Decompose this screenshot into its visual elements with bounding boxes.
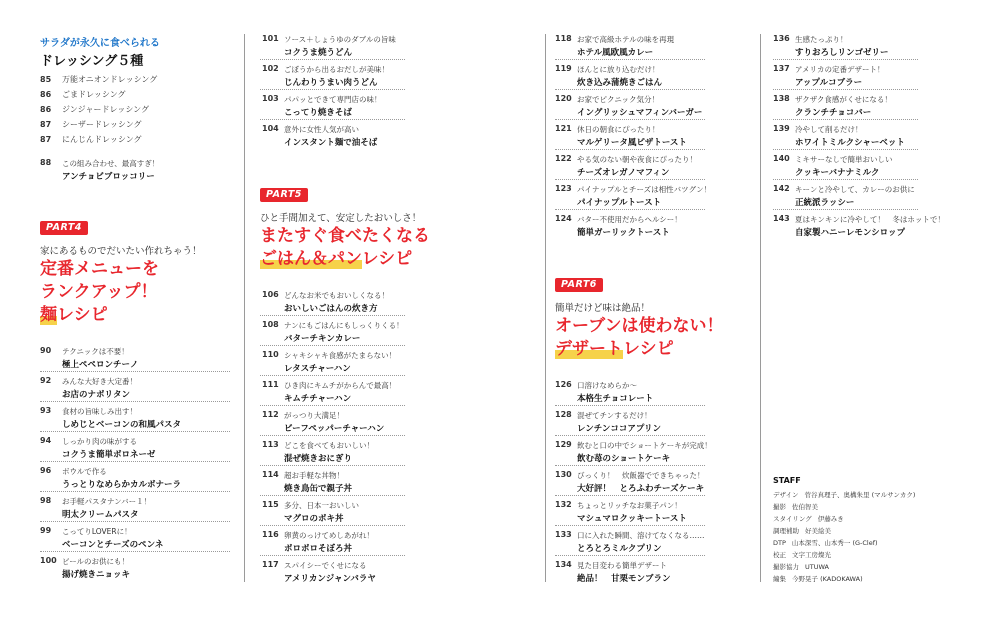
dotted-divider xyxy=(555,525,705,526)
entry-title: レタスチャーハン xyxy=(284,364,351,374)
dotted-divider xyxy=(40,521,230,522)
page-number: 92 xyxy=(40,376,52,385)
entry-title: お店のナポリタン xyxy=(62,390,131,400)
list-item[interactable]: 87 にんじんドレッシング xyxy=(40,135,142,144)
entry-subtitle: しっかり肉の味がする xyxy=(62,437,137,446)
entry-subtitle: ザクザク食感がくせになる！ xyxy=(795,95,892,104)
dotted-divider xyxy=(260,345,405,346)
entry-subtitle: この組み合わせ、最高すぎ！ xyxy=(62,159,160,168)
entry-title: マシュマロクッキートースト xyxy=(577,514,687,524)
part-heading-line-1: オーブンは使わない！ xyxy=(555,316,724,336)
entry-subtitle: どこを食べてもおいしい！ xyxy=(284,441,374,450)
entry-title: レンチンココアプリン xyxy=(577,424,662,434)
dotted-divider xyxy=(40,371,230,372)
page-number: 113 xyxy=(262,440,279,449)
part-tagline: 家にあるものでだいたい作れちゃう！ xyxy=(40,246,202,257)
entry-subtitle: やる気のない朝や夜食にぴったり！ xyxy=(577,155,697,164)
dotted-divider xyxy=(40,461,230,462)
page-number: 88 xyxy=(40,158,52,167)
page-number: 101 xyxy=(262,34,279,43)
list-item[interactable]: 86 ジンジャードレッシング xyxy=(40,105,149,114)
dotted-divider xyxy=(260,405,405,406)
entry-title: こってり焼きそば xyxy=(284,108,352,118)
entry-title: すりおろしリンゴゼリー xyxy=(795,48,889,58)
entry-subtitle: テクニックは不要！ xyxy=(62,347,129,356)
entry-title: コクうま簡単ボロネーゼ xyxy=(62,450,156,460)
entry-subtitle: びっくり！ 炊飯器でできちゃった！ xyxy=(577,471,705,480)
page-number: 112 xyxy=(262,410,279,419)
dotted-divider xyxy=(555,435,705,436)
entry-title: 自家製ハニーレモンシロップ xyxy=(795,228,905,238)
page-number: 137 xyxy=(773,64,790,73)
page-number: 134 xyxy=(555,560,572,569)
entry-title: アンチョビブロッコリー xyxy=(62,172,155,182)
entry-title: じんわりうまい肉うどん xyxy=(284,78,378,88)
column-divider xyxy=(545,34,546,582)
page-number: 138 xyxy=(773,94,790,103)
dotted-divider xyxy=(260,59,405,60)
part-badge: PART6 xyxy=(555,278,603,292)
entry-subtitle: 生感たっぷり！ xyxy=(795,35,848,44)
page-number: 136 xyxy=(773,34,790,43)
entry-title: ホテル風欧風カレー xyxy=(577,48,654,58)
entry-subtitle: キーンと冷やして、カレーのお供に xyxy=(795,185,915,194)
page-number: 132 xyxy=(555,500,572,509)
entry-title: 揚げ焼きニョッキ xyxy=(62,570,131,580)
entry-title: 飲む苺のショートケーキ xyxy=(577,454,671,464)
dotted-divider xyxy=(555,59,705,60)
entry-title: マグロのポキ丼 xyxy=(284,514,344,524)
page-number: 118 xyxy=(555,34,572,43)
page-number: 129 xyxy=(555,440,572,449)
staff-line: DTP 山本深雪、山本秀一 (G-Clef) xyxy=(773,539,878,547)
entry-title: 大好評！ とろふわチーズケーキ xyxy=(577,484,705,494)
entry-title: クランチチョコバー xyxy=(795,108,872,118)
staff-line: 編集 今野晃子 (KADOKAWA) xyxy=(773,575,863,583)
entry-title: おいしいごはんの炊き方 xyxy=(284,304,378,314)
dotted-divider xyxy=(555,89,705,90)
page-number: 133 xyxy=(555,530,572,539)
entry-title: うっとりなめらかカルボナーラ xyxy=(62,480,182,490)
entry-subtitle: 飲むと口の中でショートケーキが完成！ xyxy=(577,441,712,450)
dressing-title: ドレッシング５種 xyxy=(40,54,144,69)
entry-subtitle: 食材の旨味しみ出す！ xyxy=(62,407,137,416)
entry-title: マルゲリータ風ピザトースト xyxy=(577,138,687,148)
page-number: 124 xyxy=(555,214,572,223)
staff-line: 調理補助 好美絵美 xyxy=(773,527,831,535)
dotted-divider xyxy=(260,89,405,90)
dotted-divider xyxy=(555,465,705,466)
part-heading-line-1: またすぐ食べたくなる xyxy=(260,226,430,246)
entry-subtitle: ビールのお供にも！ xyxy=(62,557,130,566)
page-number: 115 xyxy=(262,500,279,509)
dotted-divider xyxy=(40,551,230,552)
staff-line: デザイン 菅谷真理子、奥構朱里 (マルサンカク) xyxy=(773,491,916,499)
part-badge: PART4 xyxy=(40,221,88,235)
entry-subtitle: お家でピクニック気分！ xyxy=(577,95,660,104)
dotted-divider xyxy=(555,179,705,180)
entry-subtitle: バター不使用だからヘルシー！ xyxy=(577,215,682,224)
entry-title: ビーフペッパーチャーハン xyxy=(284,424,385,434)
entry-title: ベーコンとチーズのペンネ xyxy=(62,540,164,550)
entry-title: 炊き込み蒲焼きごはん xyxy=(577,78,663,88)
entry-subtitle: シャキシャキ食感がたまらない！ xyxy=(284,351,397,360)
entry-title: ポロポロそぼろ丼 xyxy=(284,544,353,554)
entry-subtitle: ごぼうから出るおだしが美味！ xyxy=(284,65,389,74)
dotted-divider xyxy=(773,179,918,180)
entry-subtitle: ひき肉にキムチがからんで最高！ xyxy=(284,381,397,390)
page-number: 140 xyxy=(773,154,790,163)
column-divider xyxy=(244,34,245,582)
entry-subtitle: 卵黄のっけてめしあがれ！ xyxy=(284,531,374,540)
list-item[interactable]: 85 万能オニオンドレッシング xyxy=(40,75,158,84)
part-tagline: ひと手間加えて、安定したおいしさ！ xyxy=(260,213,422,224)
dotted-divider xyxy=(260,435,405,436)
entry-subtitle: ボウルで作る xyxy=(62,467,107,476)
page-number: 108 xyxy=(262,320,279,329)
part-heading-line-1: 定番メニューを xyxy=(40,259,159,279)
page-number: 143 xyxy=(773,214,790,223)
entry-title: アップルコブラー xyxy=(795,78,863,88)
dotted-divider xyxy=(260,465,405,466)
dotted-divider xyxy=(260,375,405,376)
dotted-divider xyxy=(260,525,405,526)
entry-title: クッキーバナナミルク xyxy=(795,168,880,178)
page-number: 103 xyxy=(262,94,279,103)
staff-heading: STAFF xyxy=(773,476,801,485)
entry-subtitle: スパイシーでくせになる xyxy=(284,561,367,570)
entry-subtitle: ほんとに放り込むだけ！ xyxy=(577,65,660,74)
part-heading-line-2: デザートレシピ xyxy=(555,339,674,359)
entry-title: インスタント麺で油そば xyxy=(284,138,378,148)
staff-line: 撮影 佐伯智美 xyxy=(773,503,818,511)
dressing-subtitle: サラダが永久に食べられる xyxy=(40,38,160,49)
page-number: 122 xyxy=(555,154,572,163)
page-number: 110 xyxy=(262,350,279,359)
list-item[interactable]: 87 シーザードレッシング xyxy=(40,120,142,129)
page-number: 116 xyxy=(262,530,279,539)
entry-subtitle: ソース＋しょうゆのダブルの旨味 xyxy=(284,35,396,44)
page-number: 102 xyxy=(262,64,279,73)
page-number: 106 xyxy=(262,290,279,299)
dotted-divider xyxy=(555,209,705,210)
entry-subtitle: 休日の朝食にぴったり！ xyxy=(577,125,660,134)
column-divider xyxy=(760,34,761,582)
page-number: 142 xyxy=(773,184,790,193)
entry-title: 簡単ガーリックトースト xyxy=(577,228,670,238)
dotted-divider xyxy=(773,59,918,60)
entry-title: コクうま焼うどん xyxy=(284,48,353,58)
page-number: 99 xyxy=(40,526,52,535)
page-number: 111 xyxy=(262,380,279,389)
page-number: 126 xyxy=(555,380,572,389)
entry-subtitle: お手軽パスタナンバー１！ xyxy=(62,497,152,506)
entry-title: 混ぜ焼きおにぎり xyxy=(284,454,353,464)
entry-subtitle: ミキサーなしで簡単おいしい xyxy=(795,155,893,164)
dotted-divider xyxy=(555,555,705,556)
dotted-divider xyxy=(773,89,918,90)
page-number: 128 xyxy=(555,410,572,419)
list-item[interactable]: 86 ごまドレッシング xyxy=(40,90,126,99)
part-tagline: 簡単だけど味は絶品！ xyxy=(555,303,651,314)
page-number: 120 xyxy=(555,94,572,103)
entry-title: チーズオレガノマフィン xyxy=(577,168,670,178)
entry-subtitle: 意外に女性人気が高い xyxy=(284,125,359,134)
dotted-divider xyxy=(555,149,705,150)
staff-line: スタイリング 伊藤みき xyxy=(773,515,844,523)
entry-title: バターチキンカレー xyxy=(284,334,361,344)
entry-subtitle: 混ぜてチンするだけ！ xyxy=(577,411,652,420)
page-number: 117 xyxy=(262,560,279,569)
dotted-divider xyxy=(773,119,918,120)
entry-title: とろとろミルクプリン xyxy=(577,544,662,554)
entry-subtitle: どんなお米でもおいしくなる！ xyxy=(284,291,389,300)
page-number: 114 xyxy=(262,470,279,479)
dotted-divider xyxy=(555,119,705,120)
entry-title: 正統派ラッシー xyxy=(795,198,855,208)
entry-subtitle: 口溶けなめらか～ xyxy=(577,381,637,390)
entry-subtitle: パパッとできて専門店の味！ xyxy=(284,95,382,104)
entry-title: パイナップルトースト xyxy=(577,198,662,208)
part-heading-line-3: 麺レシピ xyxy=(40,305,108,325)
entry-subtitle: 多分、日本一おいしい xyxy=(284,501,359,510)
entry-subtitle: ちょっとリッチなお菓子パン！ xyxy=(577,501,682,510)
entry-title: 明太クリームパスタ xyxy=(62,510,139,520)
entry-subtitle: アメリカの定番デザート！ xyxy=(795,65,885,74)
dotted-divider xyxy=(40,491,230,492)
page-number: 123 xyxy=(555,184,572,193)
entry-title: イングリッシュマフィンバーガー xyxy=(577,108,703,118)
dotted-divider xyxy=(555,495,705,496)
dotted-divider xyxy=(773,149,918,150)
entry-subtitle: みんな大好き大定番！ xyxy=(62,377,137,386)
staff-line: 撮影協力 UTUWA xyxy=(773,563,830,571)
entry-title: しめじとベーコンの和風パスタ xyxy=(62,420,182,430)
entry-title: 極上ペペロンチーノ xyxy=(62,360,139,370)
dotted-divider xyxy=(773,209,918,210)
part-heading-line-2: ごはん＆パンレシピ xyxy=(260,249,413,269)
entry-title: キムチチャーハン xyxy=(284,394,352,404)
entry-subtitle: 冷やして削るだけ！ xyxy=(795,125,863,134)
page-number: 90 xyxy=(40,346,52,355)
page-number: 119 xyxy=(555,64,572,73)
dotted-divider xyxy=(40,401,230,402)
page-number: 94 xyxy=(40,436,52,445)
part-badge: PART5 xyxy=(260,188,308,202)
page-number: 93 xyxy=(40,406,52,415)
entry-subtitle: 見た目変わる簡単デザート xyxy=(577,561,667,570)
entry-subtitle: がっつり大満足！ xyxy=(284,411,344,420)
entry-subtitle: 口に入れた瞬間、溶けてなくなる…… xyxy=(577,531,705,540)
entry-title: ホワイトミルクシャーベット xyxy=(795,138,905,148)
dotted-divider xyxy=(40,431,230,432)
entry-subtitle: 超お手軽な丼物！ xyxy=(284,471,344,480)
page-number: 139 xyxy=(773,124,790,133)
entry-subtitle: こってりLOVERに！ xyxy=(62,527,132,536)
entry-subtitle: パイナップルとチーズは相性バツグン！ xyxy=(577,185,712,194)
page-number: 121 xyxy=(555,124,572,133)
page-number: 98 xyxy=(40,496,52,505)
dotted-divider xyxy=(260,495,405,496)
dotted-divider xyxy=(260,315,405,316)
entry-subtitle: ナンにもごはんにもしっくりくる！ xyxy=(284,321,404,330)
dotted-divider xyxy=(555,405,705,406)
entry-subtitle: お家で高級ホテルの味を再現 xyxy=(577,35,675,44)
part-heading-line-2: ランクアップ！ xyxy=(40,282,158,302)
entry-title: アメリカンジャンバラヤ xyxy=(284,574,376,584)
entry-title: 焼き鳥缶で親子丼 xyxy=(284,484,353,494)
page-number: 130 xyxy=(555,470,572,479)
entry-title: 本格生チョコレート xyxy=(577,394,654,404)
dotted-divider xyxy=(260,555,405,556)
entry-subtitle: 夏はキンキンに冷やして！ 冬はホットで！ xyxy=(795,215,945,224)
staff-line: 校正 文字工房燦光 xyxy=(773,551,831,559)
entry-title: 絶品！ 甘栗モンブラン xyxy=(577,574,671,584)
dotted-divider xyxy=(260,119,405,120)
page-number: 100 xyxy=(40,556,57,565)
page-number: 104 xyxy=(262,124,279,133)
page-number: 96 xyxy=(40,466,52,475)
